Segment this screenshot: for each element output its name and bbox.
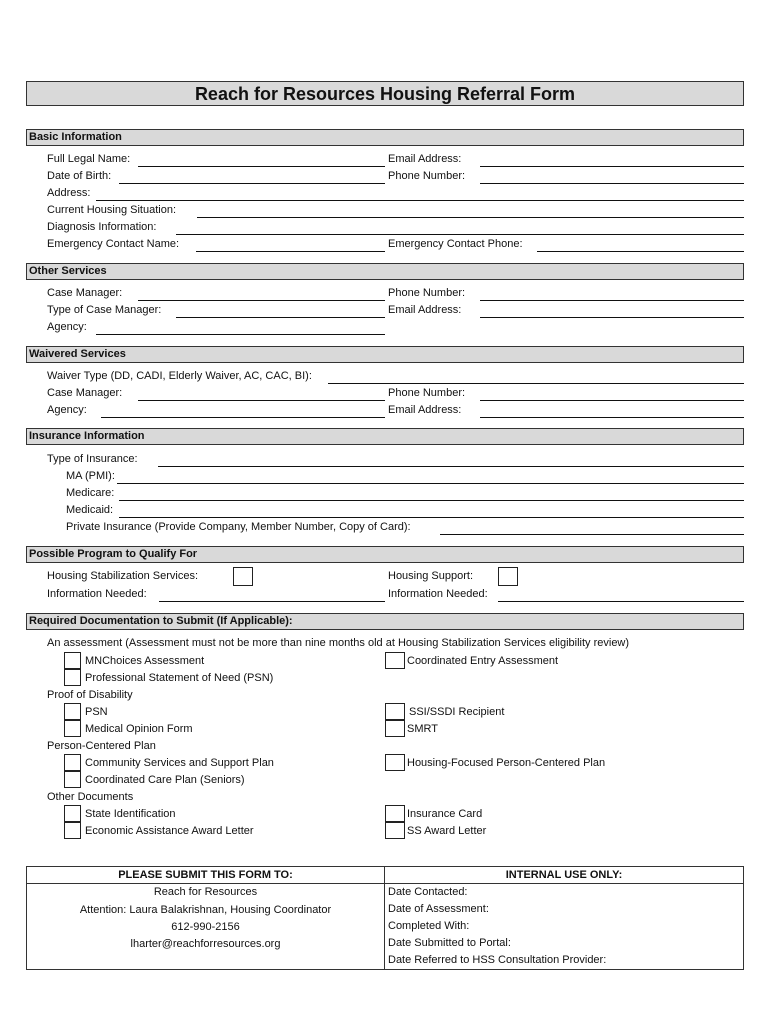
full-legal-name-field[interactable] — [138, 166, 385, 167]
type-of-case-manager-field[interactable] — [176, 317, 385, 318]
other-case-manager-label: Case Manager: — [47, 287, 123, 299]
other-email-address-field[interactable] — [480, 317, 744, 318]
waiver-type-field[interactable] — [328, 383, 744, 384]
state-id-checkbox[interactable] — [64, 805, 81, 822]
other-agency-field[interactable] — [96, 334, 385, 335]
footer-table — [26, 866, 744, 970]
other-phone-number-field[interactable] — [480, 300, 744, 301]
email-address-field[interactable] — [480, 166, 744, 167]
medical-opinion-checkbox[interactable] — [64, 720, 81, 737]
emergency-contact-phone-field[interactable] — [537, 251, 744, 252]
other-phone-number-label: Phone Number: — [388, 287, 466, 299]
hss-checkbox[interactable] — [233, 567, 253, 586]
housing-focused-checkbox[interactable] — [385, 754, 405, 771]
section-basic-information: Basic Information — [26, 129, 744, 146]
date-referred-label: Date Referred to HSS Consultation Provider: — [388, 954, 607, 966]
diagnosis-label: Diagnosis Information: — [47, 221, 157, 233]
ssi-checkbox[interactable] — [385, 703, 405, 720]
internal-use-header: INTERNAL USE ONLY: — [385, 867, 743, 884]
insurance-card-checkbox[interactable] — [385, 805, 405, 822]
waiver-email-address-label: Email Address: — [388, 404, 462, 416]
ss-letter-label: SS Award Letter — [407, 825, 487, 837]
psn-statement-checkbox[interactable] — [64, 669, 81, 686]
phone-number-field[interactable] — [480, 183, 744, 184]
economic-letter-checkbox[interactable] — [64, 822, 81, 839]
medicaid-field[interactable] — [119, 517, 744, 518]
section-other-services: Other Services — [26, 263, 744, 280]
mnchoices-checkbox[interactable] — [64, 652, 81, 669]
hs-info-needed-field[interactable] — [498, 601, 744, 602]
waiver-case-manager-field[interactable] — [138, 400, 385, 401]
form-title: Reach for Resources Housing Referral Form — [26, 81, 744, 106]
housing-support-label: Housing Support: — [388, 570, 473, 582]
section-possible-program: Possible Program to Qualify For — [26, 546, 744, 563]
smrt-label: SMRT — [407, 723, 438, 735]
economic-letter-label: Economic Assistance Award Letter — [85, 825, 254, 837]
type-of-insurance-label: Type of Insurance: — [47, 453, 138, 465]
full-legal-name-label: Full Legal Name: — [47, 153, 131, 165]
submit-attention: Attention: Laura Balakrishnan, Housing Coordinator — [79, 904, 332, 916]
phone-number-label: Phone Number: — [388, 170, 466, 182]
diagnosis-field[interactable] — [176, 234, 744, 235]
pcp-label: Person-Centered Plan — [47, 740, 156, 752]
community-services-label: Community Services and Support Plan — [85, 757, 274, 769]
hss-label: Housing Stabilization Services: — [47, 570, 199, 582]
waiver-email-address-field[interactable] — [480, 417, 744, 418]
assessment-intro: An assessment (Assessment must not be more than nine months old at Housing Stabilization Services eligibility review) — [47, 637, 630, 649]
section-required-documentation: Required Documentation to Submit (If Applicable): — [26, 613, 744, 630]
ssi-label: SSI/SSDI Recipient — [409, 706, 505, 718]
hss-info-needed-label: Information Needed: — [47, 588, 147, 600]
waiver-case-manager-label: Case Manager: — [47, 387, 123, 399]
medicaid-label: Medicaid: — [66, 504, 114, 516]
hs-info-needed-label: Information Needed: — [388, 588, 488, 600]
other-documents-label: Other Documents — [47, 791, 134, 803]
type-of-case-manager-label: Type of Case Manager: — [47, 304, 162, 316]
psn-label: PSN — [85, 706, 108, 718]
ma-pmi-label: MA (PMI): — [66, 470, 115, 482]
housing-support-checkbox[interactable] — [498, 567, 518, 586]
proof-disability-label: Proof of Disability — [47, 689, 133, 701]
emergency-contact-name-field[interactable] — [196, 251, 385, 252]
address-label: Address: — [47, 187, 91, 199]
section-waivered-services: Waivered Services — [26, 346, 744, 363]
waiver-phone-number-field[interactable] — [480, 400, 744, 401]
housing-focused-label: Housing-Focused Person-Centered Plan — [407, 757, 606, 769]
coordinated-care-checkbox[interactable] — [64, 771, 81, 788]
date-submitted-label: Date Submitted to Portal: — [388, 937, 511, 949]
waiver-agency-field[interactable] — [101, 417, 385, 418]
smrt-checkbox[interactable] — [385, 720, 405, 737]
date-assessment-label: Date of Assessment: — [388, 903, 489, 915]
waiver-type-label: Waiver Type (DD, CADI, Elderly Waiver, AC, CAC, BI): — [47, 370, 312, 382]
waiver-agency-label: Agency: — [47, 404, 87, 416]
type-of-insurance-field[interactable] — [158, 466, 744, 467]
ss-letter-checkbox[interactable] — [385, 822, 405, 839]
coordinated-care-label: Coordinated Care Plan (Seniors) — [85, 774, 245, 786]
ma-pmi-field[interactable] — [117, 483, 744, 484]
medicare-label: Medicare: — [66, 487, 115, 499]
private-insurance-label: Private Insurance (Provide Company, Member Number, Copy of Card): — [66, 521, 411, 533]
coordinated-entry-label: Coordinated Entry Assessment — [407, 655, 559, 667]
other-email-address-label: Email Address: — [388, 304, 462, 316]
current-housing-field[interactable] — [197, 217, 744, 218]
submit-header: PLEASE SUBMIT THIS FORM TO: — [27, 867, 384, 884]
community-services-checkbox[interactable] — [64, 754, 81, 771]
address-field[interactable] — [96, 200, 744, 201]
psn-statement-label: Professional Statement of Need (PSN) — [85, 672, 274, 684]
submit-phone: 612-990-2156 — [171, 921, 240, 933]
medical-opinion-label: Medical Opinion Form — [85, 723, 193, 735]
state-id-label: State Identification — [85, 808, 176, 820]
completed-with-label: Completed With: — [388, 920, 470, 932]
date-of-birth-label: Date of Birth: — [47, 170, 112, 182]
section-insurance-information: Insurance Information — [26, 428, 744, 445]
email-address-label: Email Address: — [388, 153, 462, 165]
mnchoices-label: MNChoices Assessment — [85, 655, 205, 667]
coordinated-entry-checkbox[interactable] — [385, 652, 405, 669]
submit-org: Reach for Resources — [153, 886, 258, 898]
other-case-manager-field[interactable] — [138, 300, 385, 301]
emergency-contact-phone-label: Emergency Contact Phone: — [388, 238, 523, 250]
medicare-field[interactable] — [119, 500, 744, 501]
submit-email: lharter@reachforresources.org — [130, 938, 281, 950]
insurance-card-label: Insurance Card — [407, 808, 483, 820]
emergency-contact-name-label: Emergency Contact Name: — [47, 238, 180, 250]
current-housing-label: Current Housing Situation: — [47, 204, 177, 216]
other-agency-label: Agency: — [47, 321, 87, 333]
private-insurance-field[interactable] — [440, 534, 744, 535]
psn-checkbox[interactable] — [64, 703, 81, 720]
waiver-phone-number-label: Phone Number: — [388, 387, 466, 399]
date-of-birth-field[interactable] — [119, 183, 385, 184]
date-contacted-label: Date Contacted: — [388, 886, 468, 898]
hss-info-needed-field[interactable] — [159, 601, 385, 602]
